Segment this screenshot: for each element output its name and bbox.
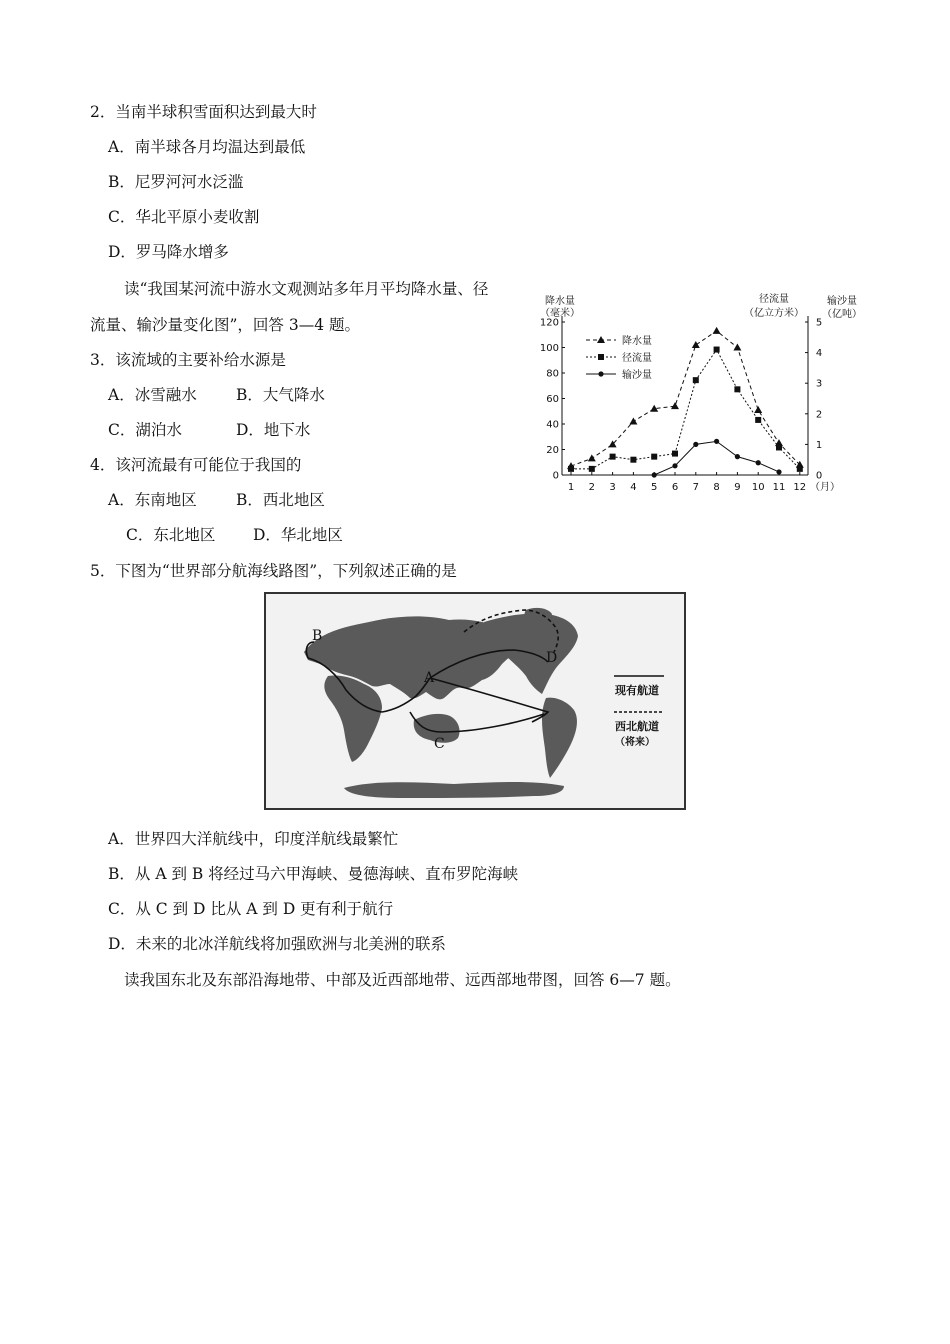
q3-option-d: D．地下水 [236, 421, 311, 439]
data-point-triangle [671, 402, 679, 409]
x-tick-label: 4 [630, 482, 637, 493]
x-tick-label: 9 [734, 482, 741, 493]
sediment-axis-title: 输沙量 [827, 296, 857, 307]
series-line-triangle [571, 331, 800, 466]
q5-option-a: A．世界四大洋航线中，印度洋航线最繁忙 [108, 830, 399, 848]
world-shipping-map [264, 592, 686, 810]
left-axis-unit: （毫米） [540, 308, 580, 319]
data-point-square [714, 347, 720, 353]
legend-existing-label: 现有航道 [615, 684, 659, 697]
data-point-square [610, 454, 616, 460]
left-tick-label: 100 [539, 343, 559, 354]
map-label-d: D [546, 650, 558, 666]
data-point-square [734, 386, 740, 392]
legend-label-circle: 输沙量 [622, 370, 652, 381]
data-point-square [693, 377, 699, 383]
runoff-axis-unit: （亿立方米） [744, 308, 804, 319]
x-tick-label: 12 [793, 482, 807, 493]
x-tick-label: 2 [588, 482, 595, 493]
right-tick-label: 1 [815, 439, 823, 451]
legend-northwest-label-2: （将来） [615, 737, 655, 748]
right-tick-label: 5 [815, 317, 823, 329]
right-tick-label: 0 [815, 470, 823, 482]
intro-3-4-line1: 读“我国某河流中游水文观测站多年月平均降水量、径 [124, 280, 489, 298]
data-point-square [589, 466, 595, 472]
q5-option-d: D．未来的北冰洋航线将加强欧洲与北美洲的联系 [108, 935, 446, 953]
q5-stem: 5．下图为“世界部分航海线路图”，下列叙述正确的是 [90, 562, 457, 580]
q5-option-b: B．从 A 到 B 将经过马六甲海峡、曼德海峡、直布罗陀海峡 [108, 865, 519, 883]
data-point-triangle [629, 417, 637, 424]
data-point-square [651, 454, 657, 460]
intro-6-7: 读我国东北及东部沿海地带、中部及近西部地带、远西部地带图，回答 6—7 题。 [124, 971, 681, 989]
map-label-c: C [434, 736, 445, 752]
series-line-square [571, 350, 800, 469]
q4-stem: 4．该河流最有可能位于我国的 [90, 456, 302, 474]
left-tick-label: 80 [546, 368, 559, 380]
right-tick-label: 2 [815, 409, 823, 421]
x-tick-label: 3 [609, 482, 616, 493]
x-tick-label: 7 [692, 482, 699, 493]
data-point-square [797, 466, 803, 472]
x-tick-label: 10 [751, 482, 765, 493]
data-point-circle [776, 469, 781, 474]
legend-label-triangle: 降水量 [622, 336, 652, 347]
q4-option-d: D．华北地区 [253, 526, 343, 544]
data-point-circle [672, 463, 677, 468]
data-point-square [776, 444, 782, 450]
x-tick-label: 6 [671, 482, 679, 493]
data-point-square [568, 466, 574, 472]
left-tick-label: 20 [546, 445, 559, 456]
sediment-axis-unit: （亿吨） [822, 309, 862, 320]
q5-option-c: C．从 C 到 D 比从 A 到 D 更有利于航行 [108, 900, 394, 918]
legend-marker-circle [598, 371, 603, 376]
q4-option-b: B．西北地区 [236, 491, 325, 509]
legend-label-square: 径流量 [622, 353, 652, 364]
left-tick-label: 40 [546, 419, 559, 431]
chart-series [567, 327, 804, 478]
data-point-triangle [692, 341, 700, 348]
data-point-circle [652, 472, 657, 477]
right-tick-label: 4 [815, 348, 823, 360]
q3-option-a: A．冰雪融水 [108, 386, 197, 404]
q2-stem: 2．当南半球积雪面积达到最大时 [90, 103, 317, 121]
map-label-a: A [424, 670, 435, 686]
data-point-triangle [588, 454, 596, 461]
antarctica-landmass [344, 782, 564, 798]
left-tick-label: 0 [552, 470, 559, 482]
intro-3-4-line2: 流量、输沙量变化图”，回答 3—4 题。 [90, 316, 361, 334]
q2-option-a: A．南半球各月均温达到最低 [108, 138, 306, 156]
data-point-triangle [733, 344, 741, 351]
x-tick-label: 11 [772, 482, 786, 493]
q2-option-b: B．尼罗河河水泛滥 [108, 173, 244, 191]
data-point-triangle [754, 406, 762, 413]
data-point-circle [693, 442, 698, 447]
data-point-circle [735, 454, 740, 459]
chart-legend [586, 334, 652, 381]
data-point-triangle [713, 327, 721, 334]
chart-axes [540, 292, 862, 493]
q3-option-b: B．大气降水 [236, 386, 325, 404]
series-line-circle [654, 441, 779, 475]
hydrology-chart [538, 290, 868, 505]
q3-stem: 3．该流域的主要补给水源是 [90, 351, 286, 369]
x-tick-label: 1 [567, 482, 575, 493]
legend-northwest-label-1: 西北航道 [615, 720, 659, 733]
map-label-b: B [312, 628, 323, 644]
data-point-circle [714, 439, 719, 444]
q4-option-a: A．东南地区 [108, 491, 197, 509]
left-tick-label: 60 [546, 394, 559, 405]
data-point-square [755, 417, 761, 423]
x-tick-label: 8 [713, 482, 720, 493]
left-axis-title: 降水量 [545, 296, 575, 307]
left-tick-label: 120 [539, 317, 559, 329]
data-point-circle [756, 460, 761, 465]
legend-marker-square [598, 354, 604, 360]
right-tick-label: 3 [815, 378, 823, 390]
q2-option-d: D．罗马降水增多 [108, 243, 229, 261]
x-unit-label: （月） [810, 482, 840, 493]
x-tick-label: 5 [651, 482, 658, 493]
q3-option-c: C．湖泊水 [108, 421, 182, 439]
runoff-axis-title: 径流量 [759, 294, 789, 305]
data-point-square [630, 457, 636, 463]
q4-option-c: C．东北地区 [126, 526, 216, 544]
q2-option-c: C．华北平原小麦收割 [108, 208, 260, 226]
data-point-square [672, 451, 678, 457]
